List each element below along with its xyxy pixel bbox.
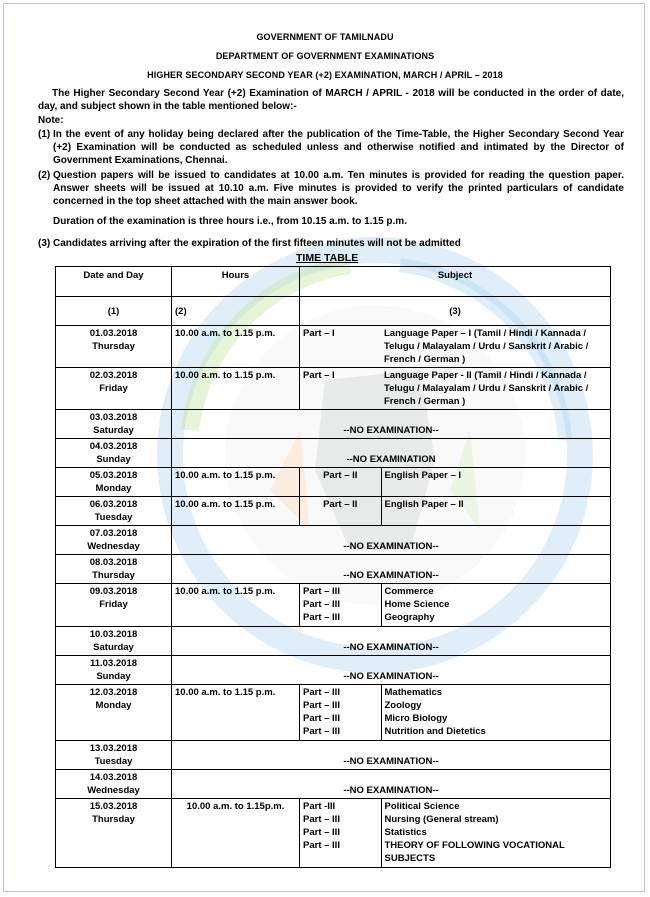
no-examination-cell: --NO EXAMINATION-- bbox=[172, 526, 611, 555]
table-header-row bbox=[56, 267, 611, 297]
part: Part – III bbox=[303, 700, 340, 711]
no-examination-cell: --NO EXAMINATION-- bbox=[172, 555, 611, 584]
date-cell bbox=[56, 741, 172, 770]
date: 06.03.2018 bbox=[89, 499, 138, 510]
hours-cell: 10.00 a.m. to 1.15 p.m. bbox=[172, 584, 300, 627]
date: 15.03.2018 bbox=[89, 801, 138, 812]
header-exam-title: HIGHER SECONDARY SECOND YEAR (+2) EXAMINATION, MARCH / APRIL – 2018 bbox=[147, 70, 503, 80]
subject-cell bbox=[381, 685, 611, 741]
date: 01.03.2018 bbox=[89, 328, 138, 339]
table-row bbox=[56, 770, 611, 799]
date-cell bbox=[56, 497, 172, 526]
date: 07.03.2018 bbox=[89, 528, 138, 539]
note-1-number: (1) bbox=[38, 129, 51, 140]
table-row bbox=[56, 555, 611, 584]
table-row bbox=[56, 468, 611, 497]
table-row bbox=[56, 799, 611, 868]
part: Part – III bbox=[303, 586, 340, 597]
date-cell bbox=[56, 799, 172, 868]
table-row bbox=[56, 685, 611, 741]
col-num-3: (3) bbox=[300, 297, 611, 326]
date-cell bbox=[56, 584, 172, 627]
part-cell bbox=[300, 584, 382, 627]
date: 08.03.2018 bbox=[89, 557, 138, 568]
no-examination-cell: --NO EXAMINATION-- bbox=[172, 770, 611, 799]
day: Thursday bbox=[92, 814, 135, 825]
day: Saturday bbox=[93, 425, 134, 436]
date: 14.03.2018 bbox=[89, 772, 138, 783]
hours-cell: 10.00 a.m. to 1.15 p.m. bbox=[172, 685, 300, 741]
duration-text: Duration of the examination is three hours i.e., from 10.15 a.m. to 1.15 p.m. bbox=[53, 216, 407, 227]
note-2-number: (2) bbox=[38, 170, 51, 181]
subject: Geography bbox=[384, 612, 435, 623]
table-row bbox=[56, 656, 611, 685]
day: Saturday bbox=[93, 642, 134, 653]
time-table bbox=[55, 266, 611, 868]
no-examination-cell: --NO EXAMINATION-- bbox=[172, 656, 611, 685]
date-cell bbox=[56, 526, 172, 555]
date-cell bbox=[56, 685, 172, 741]
subject: Nutrition and Dietetics bbox=[384, 726, 486, 737]
day: Tuesday bbox=[94, 756, 133, 767]
no-examination-cell: --NO EXAMINATION-- bbox=[172, 741, 611, 770]
part-cell: Part – II bbox=[300, 497, 382, 526]
day: Wednesday bbox=[87, 785, 140, 796]
part-cell: Part – I bbox=[300, 326, 382, 368]
date: 09.03.2018 bbox=[89, 586, 138, 597]
table-row bbox=[56, 439, 611, 468]
table-column-number-row bbox=[56, 297, 611, 326]
part: Part – III bbox=[303, 814, 340, 825]
hours-cell: 10.00 a.m. to 1.15 p.m. bbox=[172, 326, 300, 368]
header-hours: Hours bbox=[172, 267, 300, 297]
table-row bbox=[56, 526, 611, 555]
subject-cell bbox=[381, 584, 611, 627]
table-row bbox=[56, 368, 611, 410]
subject-cell: Language Paper – I (Tamil / Hindi / Kannada / Telugu / Malayalam / Urdu / Sanskrit / Arabic / French / German ) bbox=[381, 326, 611, 368]
date: 10.03.2018 bbox=[89, 629, 138, 640]
subject: THEORY OF FOLLOWING VOCATIONAL SUBJECTS bbox=[384, 840, 565, 864]
part-cell bbox=[300, 799, 382, 868]
date-cell bbox=[56, 439, 172, 468]
date: 02.03.2018 bbox=[89, 370, 138, 381]
table-row bbox=[56, 410, 611, 439]
subject-cell bbox=[381, 799, 611, 868]
date: 11.03.2018 bbox=[89, 658, 138, 669]
part: Part – III bbox=[303, 726, 340, 737]
subject: Micro Biology bbox=[384, 713, 448, 724]
header-date-and-day: Date and Day bbox=[56, 267, 172, 297]
note-label: Note: bbox=[38, 115, 64, 126]
date: 13.03.2018 bbox=[89, 743, 138, 754]
part-cell: Part – II bbox=[300, 468, 382, 497]
day: Friday bbox=[99, 599, 128, 610]
part: Part – III bbox=[303, 713, 340, 724]
part: Part – III bbox=[303, 827, 340, 838]
part: Part – III bbox=[303, 599, 340, 610]
date: 12.03.2018 bbox=[89, 687, 138, 698]
day: Sunday bbox=[96, 454, 131, 465]
col-num-1: (1) bbox=[56, 297, 172, 326]
date-cell bbox=[56, 410, 172, 439]
part-cell bbox=[300, 685, 382, 741]
no-examination-cell: --NO EXAMINATION-- bbox=[172, 627, 611, 656]
date-cell bbox=[56, 656, 172, 685]
hours-cell: 10.00 a.m. to 1.15 p.m. bbox=[172, 468, 300, 497]
no-examination-cell: --NO EXAMINATION-- bbox=[172, 410, 611, 439]
day: Friday bbox=[99, 383, 128, 394]
date-cell bbox=[56, 627, 172, 656]
hours-cell: 10.00 a.m. to 1.15 p.m. bbox=[172, 497, 300, 526]
day: Wednesday bbox=[87, 541, 140, 552]
part-cell: Part – I bbox=[300, 368, 382, 410]
part: Part – III bbox=[303, 687, 340, 698]
table-row bbox=[56, 497, 611, 526]
intro-paragraph: The Higher Secondary Second Year (+2) Examination of MARCH / APRIL - 2018 will be conducted in the order of date, day, and subject shown in the table mentioned below:- bbox=[38, 88, 624, 112]
table-row bbox=[56, 627, 611, 656]
date-cell bbox=[56, 368, 172, 410]
subject: Zoology bbox=[384, 700, 422, 711]
hours-cell: 10.00 a.m. to 1.15 p.m. bbox=[172, 368, 300, 410]
header-government: GOVERNMENT OF TAMILNADU bbox=[256, 32, 394, 42]
subject-cell: Language Paper - II (Tamil / Hindi / Kannada / Telugu / Malayalam / Urdu / Sanskrit / Arabic / French / German ) bbox=[381, 368, 611, 410]
day: Thursday bbox=[92, 341, 135, 352]
date-cell bbox=[56, 326, 172, 368]
hours-cell: 10.00 a.m. to 1.15p.m. bbox=[172, 799, 300, 868]
date-cell bbox=[56, 555, 172, 584]
header-department: DEPARTMENT OF GOVERNMENT EXAMINATIONS bbox=[215, 51, 435, 61]
table-row bbox=[56, 584, 611, 627]
day: Monday bbox=[95, 700, 132, 711]
date: 03.03.2018 bbox=[89, 412, 138, 423]
note-2-text: Question papers will be issued to candidates at 10.00 a.m. Ten minutes is provided for reading the question paper. Answer sheets will be issued at 10.10 a.m. Five minutes is provided to verify the printed particulars of candidate concerned in the top sheet attached with the main answer book. bbox=[53, 170, 624, 207]
subject: Mathematics bbox=[384, 687, 443, 698]
time-table-title: TIME TABLE bbox=[296, 252, 359, 264]
no-examination-cell: --NO EXAMINATION bbox=[172, 439, 611, 468]
part: Part – III bbox=[303, 840, 340, 851]
day: Thursday bbox=[92, 570, 135, 581]
part: Part – III bbox=[303, 612, 340, 623]
subject: Nursing (General stream) bbox=[384, 814, 499, 825]
note-3-text: (3) Candidates arriving after the expiration of the first fifteen minutes will not be admitted bbox=[38, 238, 461, 249]
table-row bbox=[56, 326, 611, 368]
subject-cell: English Paper – I bbox=[381, 468, 611, 497]
part: Part -III bbox=[303, 801, 336, 812]
day: Tuesday bbox=[94, 512, 133, 523]
day: Sunday bbox=[96, 671, 131, 682]
subject: Statistics bbox=[384, 827, 427, 838]
table-row bbox=[56, 741, 611, 770]
date: 04.03.2018 bbox=[89, 441, 138, 452]
date-cell bbox=[56, 770, 172, 799]
day: Monday bbox=[95, 483, 132, 494]
note-1-text: In the event of any holiday being declared after the publication of the Time-Table, the Higher Secondary Second Year (+2) Examination will be conducted as scheduled unless and otherwise notified and intimated by the Director of Government Examinations, Chennai. bbox=[53, 129, 624, 166]
col-num-2: (2) bbox=[172, 297, 300, 326]
date-cell bbox=[56, 468, 172, 497]
subject: Home Science bbox=[384, 599, 450, 610]
subject: Commerce bbox=[384, 586, 434, 597]
subject-cell: English Paper – II bbox=[381, 497, 611, 526]
date: 05.03.2018 bbox=[89, 470, 138, 481]
header-subject: Subject bbox=[300, 267, 611, 297]
subject: Political Science bbox=[384, 801, 460, 812]
